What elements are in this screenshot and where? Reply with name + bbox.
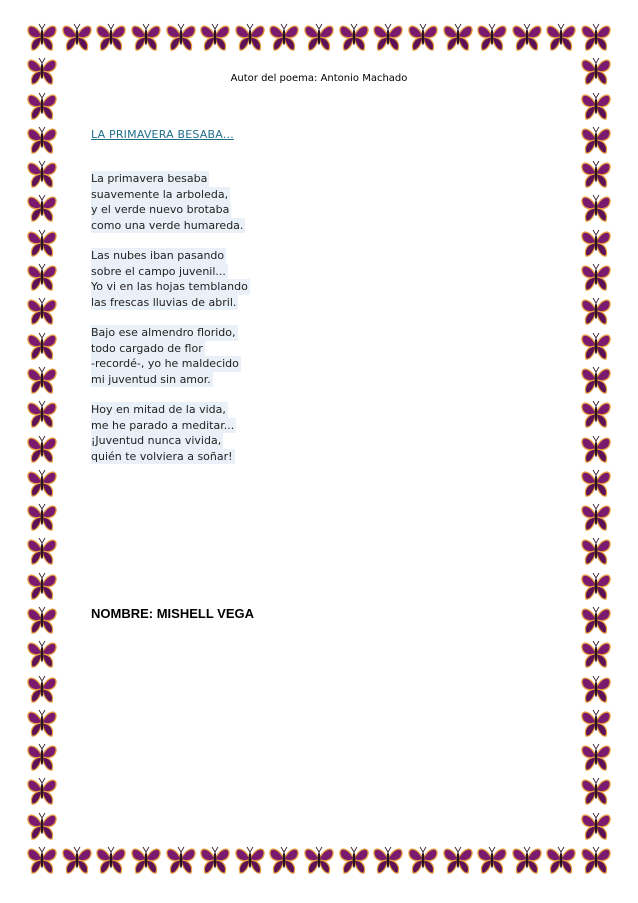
poem-line: sobre el campo juvenil... xyxy=(91,264,226,278)
butterfly-icon xyxy=(374,24,402,50)
butterfly-icon xyxy=(582,710,610,736)
poem-line: Bajo ese almendro florido, xyxy=(91,326,236,339)
butterfly-icon xyxy=(28,333,56,359)
butterfly-icon xyxy=(582,538,610,564)
butterfly-icon xyxy=(28,93,56,119)
poem-stanza xyxy=(91,171,250,233)
butterfly-icon xyxy=(582,607,610,633)
poem-stanza xyxy=(91,248,250,310)
butterfly-icon xyxy=(201,24,229,50)
butterfly-icon xyxy=(28,607,56,633)
butterfly-icon xyxy=(582,778,610,804)
butterfly-icon xyxy=(97,847,125,873)
butterfly-icon xyxy=(132,24,160,50)
student-name: NOMBRE: MISHELL VEGA xyxy=(91,606,254,621)
butterfly-icon xyxy=(582,470,610,496)
butterfly-icon xyxy=(444,847,472,873)
poem-line: las frescas lluvias de abril. xyxy=(91,295,237,309)
butterfly-icon xyxy=(270,24,298,50)
butterfly-icon xyxy=(63,24,91,50)
poem-line: todo cargado de flor xyxy=(91,341,203,355)
butterfly-icon xyxy=(167,847,195,873)
butterfly-icon xyxy=(236,847,264,873)
butterfly-icon xyxy=(582,161,610,187)
butterfly-icon xyxy=(582,264,610,290)
butterfly-icon xyxy=(582,641,610,667)
butterfly-icon xyxy=(513,24,541,50)
butterfly-icon xyxy=(28,813,56,839)
poem-stanza xyxy=(91,325,250,387)
butterfly-icon xyxy=(547,847,575,873)
butterfly-icon xyxy=(28,161,56,187)
butterfly-icon xyxy=(28,847,56,873)
butterfly-icon xyxy=(28,298,56,324)
butterfly-icon xyxy=(28,436,56,462)
butterfly-icon xyxy=(28,538,56,564)
butterfly-icon xyxy=(201,847,229,873)
butterfly-icon xyxy=(582,813,610,839)
poem-line: ¡Juventud nunca vivida, xyxy=(91,434,222,447)
poem-line: y el verde nuevo brotaba xyxy=(91,203,230,216)
butterfly-icon xyxy=(28,504,56,530)
butterfly-icon xyxy=(236,24,264,50)
poem-stanza xyxy=(91,402,250,464)
butterfly-icon xyxy=(409,847,437,873)
butterfly-icon xyxy=(340,24,368,50)
poem-line: Las nubes iban pasando xyxy=(91,249,225,262)
poem-line: -recordé-, yo he maldecido xyxy=(91,357,239,370)
butterfly-icon xyxy=(63,847,91,873)
butterfly-icon xyxy=(132,847,160,873)
butterfly-icon xyxy=(582,333,610,359)
butterfly-icon xyxy=(28,127,56,153)
butterfly-icon xyxy=(340,847,368,873)
butterfly-icon xyxy=(582,127,610,153)
butterfly-icon xyxy=(547,24,575,50)
butterfly-icon xyxy=(582,195,610,221)
butterfly-icon xyxy=(305,24,333,50)
butterfly-icon xyxy=(513,847,541,873)
butterfly-icon xyxy=(582,744,610,770)
butterfly-icon xyxy=(582,401,610,427)
butterfly-icon xyxy=(305,847,333,873)
butterfly-icon xyxy=(582,847,610,873)
butterfly-icon xyxy=(28,195,56,221)
poem-line: quién te volviera a soñar! xyxy=(91,449,233,463)
butterfly-icon xyxy=(28,264,56,290)
poem-line: como una verde humareda. xyxy=(91,218,244,232)
butterfly-icon xyxy=(582,93,610,119)
butterfly-icon xyxy=(28,778,56,804)
butterfly-icon xyxy=(582,573,610,599)
butterfly-icon xyxy=(28,24,56,50)
butterfly-icon xyxy=(374,847,402,873)
butterfly-icon xyxy=(28,641,56,667)
poem-line: suavemente la arboleda, xyxy=(91,187,229,201)
butterfly-icon xyxy=(478,24,506,50)
butterfly-icon xyxy=(582,367,610,393)
butterfly-icon xyxy=(270,847,298,873)
poem-title: LA PRIMAVERA BESABA... xyxy=(91,128,234,141)
butterfly-icon xyxy=(28,470,56,496)
butterfly-icon xyxy=(582,504,610,530)
butterfly-icon xyxy=(28,710,56,736)
butterfly-icon xyxy=(582,24,610,50)
butterfly-icon xyxy=(409,24,437,50)
author-line: Autor del poema: Antonio Machado xyxy=(230,73,408,84)
poem-line: mi juventud sin amor. xyxy=(91,372,211,386)
butterfly-icon xyxy=(167,24,195,50)
butterfly-icon xyxy=(28,744,56,770)
butterfly-icon xyxy=(582,436,610,462)
butterfly-icon xyxy=(28,676,56,702)
butterfly-icon xyxy=(97,24,125,50)
poem-body xyxy=(91,171,250,479)
poem-line: La primavera besaba xyxy=(91,172,208,185)
butterfly-icon xyxy=(582,230,610,256)
butterfly-icon xyxy=(28,573,56,599)
butterfly-icon xyxy=(28,367,56,393)
butterfly-icon xyxy=(444,24,472,50)
butterfly-icon xyxy=(582,676,610,702)
butterfly-icon xyxy=(28,401,56,427)
poem-line: Hoy en mitad de la vida, xyxy=(91,403,226,416)
poem-line: me he parado a meditar... xyxy=(91,418,235,432)
butterfly-icon xyxy=(28,230,56,256)
butterfly-icon xyxy=(478,847,506,873)
poem-line: Yo vi en las hojas temblando xyxy=(91,280,248,293)
butterfly-icon xyxy=(582,298,610,324)
